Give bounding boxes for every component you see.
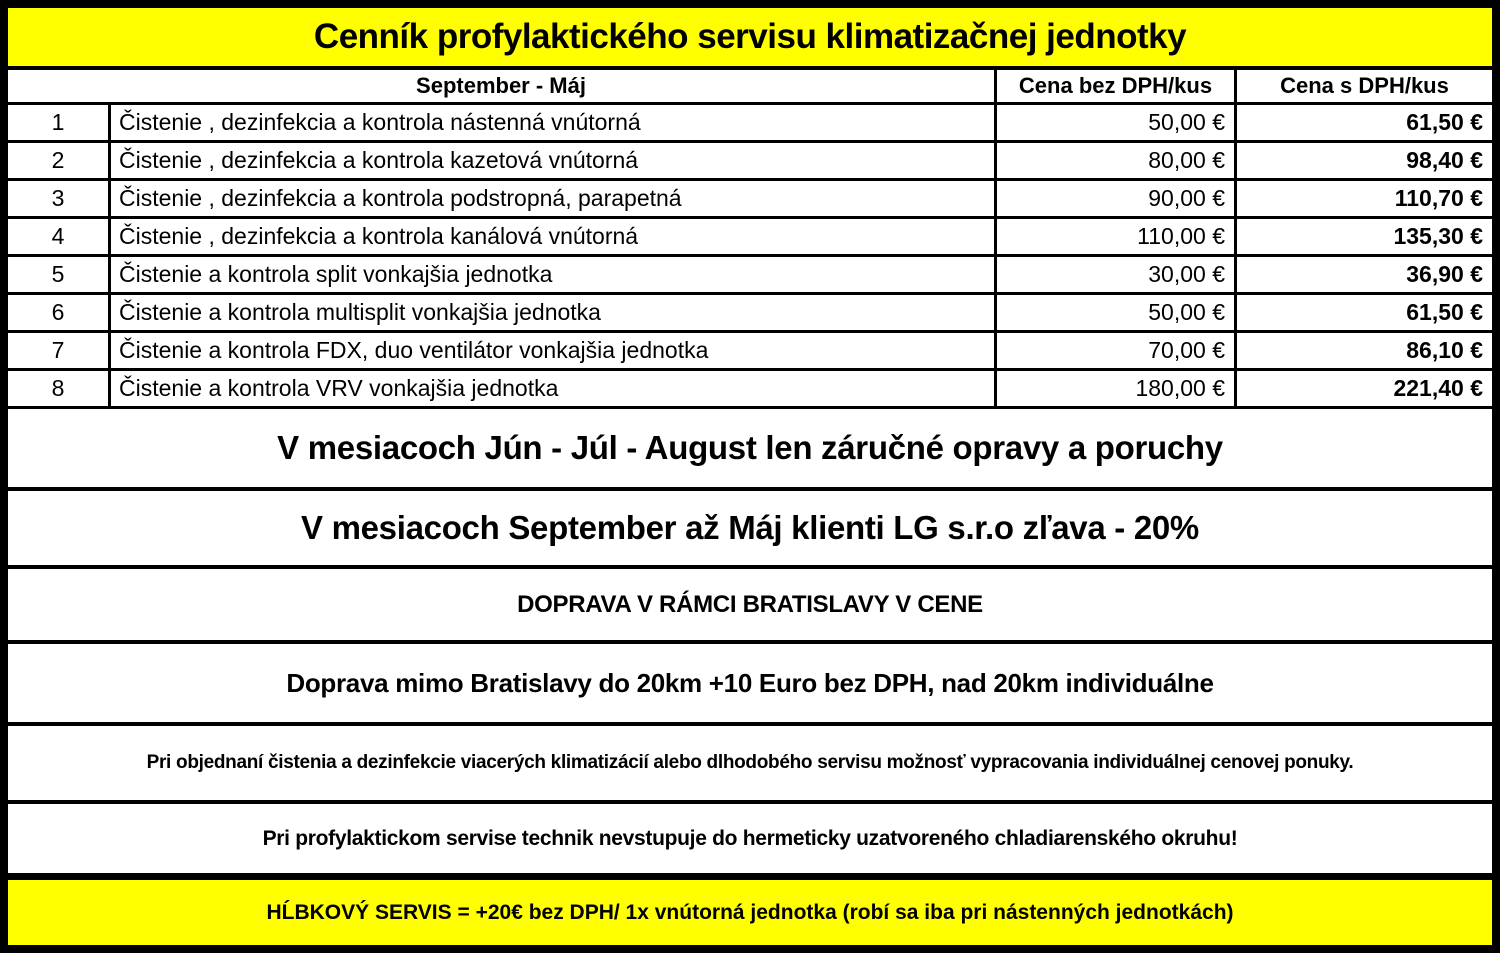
- row-number: 4: [51, 223, 65, 249]
- note-bulk-order-offer: Pri objednaní čistenia a dezinfekcie viacerých klimatizácií alebo dlhodobého servisu možnosť vypracovania individuálnej cenovej ponuky.: [8, 726, 1492, 804]
- price-incl-vat: 110,70 €: [1234, 181, 1492, 216]
- note-warranty-months: V mesiacoch Jún - Júl - August len záručné opravy a poruchy: [8, 409, 1492, 491]
- price-incl-vat: 36,90 €: [1234, 257, 1492, 292]
- price-excl-vat: 50,00 €: [994, 105, 1234, 140]
- row-number: 3: [51, 185, 65, 211]
- table-row: [8, 257, 1492, 295]
- note-transport-outside-city: Doprava mimo Bratislavy do 20km +10 Euro bez DPH, nad 20km individuálne: [8, 644, 1492, 726]
- service-description: Čistenie , dezinfekcia a kontrola kanálová vnútorná: [108, 219, 994, 254]
- row-number: 1: [51, 109, 65, 135]
- note-hermetic-circuit: Pri profylaktickom servise technik nevstupuje do hermeticky uzatvoreného chladiarenského okruhu!: [8, 804, 1492, 880]
- service-description: Čistenie , dezinfekcia a kontrola kazetová vnútorná: [108, 143, 994, 178]
- table-row: [8, 295, 1492, 333]
- note-client-discount: V mesiacoch September až Máj klienti LG s.r.o zľava - 20%: [8, 491, 1492, 569]
- row-number: 5: [51, 261, 65, 287]
- price-excl-vat: 110,00 €: [994, 219, 1234, 254]
- row-number: 6: [51, 299, 65, 325]
- service-description: Čistenie a kontrola multisplit vonkajšia jednotka: [108, 295, 994, 330]
- price-excl-vat: 80,00 €: [994, 143, 1234, 178]
- column-header-period: September - Máj: [416, 73, 586, 98]
- service-description: Čistenie , dezinfekcia a kontrola podstropná, parapetná: [108, 181, 994, 216]
- table-row: [8, 105, 1492, 143]
- page-title: Cenník profylaktického servisu klimatizačnej jednotky: [8, 8, 1492, 70]
- price-excl-vat: 90,00 €: [994, 181, 1234, 216]
- table-row: [8, 181, 1492, 219]
- price-excl-vat: 30,00 €: [994, 257, 1234, 292]
- price-incl-vat: 61,50 €: [1234, 105, 1492, 140]
- table-row: [8, 371, 1492, 409]
- price-incl-vat: 135,30 €: [1234, 219, 1492, 254]
- footer-deep-service: HĹBKOVÝ SERVIS = +20€ bez DPH/ 1x vnútorná jednotka (robí sa iba pri nástenných jednotkách): [8, 880, 1492, 945]
- price-incl-vat: 221,40 €: [1234, 371, 1492, 406]
- service-description: Čistenie a kontrola FDX, duo ventilátor vonkajšia jednotka: [108, 333, 994, 368]
- note-transport-included: DOPRAVA V RÁMCI BRATISLAVY V CENE: [8, 569, 1492, 644]
- table-row: [8, 333, 1492, 371]
- price-excl-vat: 50,00 €: [994, 295, 1234, 330]
- price-table-body: [8, 105, 1492, 409]
- price-excl-vat: 180,00 €: [994, 371, 1234, 406]
- row-number: 8: [51, 375, 65, 401]
- service-description: Čistenie a kontrola VRV vonkajšia jednotka: [108, 371, 994, 406]
- row-number: 2: [51, 147, 65, 173]
- price-incl-vat: 61,50 €: [1234, 295, 1492, 330]
- table-header-row: [8, 70, 1492, 105]
- price-incl-vat: 86,10 €: [1234, 333, 1492, 368]
- table-row: [8, 143, 1492, 181]
- price-excl-vat: 70,00 €: [994, 333, 1234, 368]
- service-description: Čistenie , dezinfekcia a kontrola nástenná vnútorná: [108, 105, 994, 140]
- column-header-price-incl-vat: Cena s DPH/kus: [1234, 70, 1492, 102]
- column-header-price-excl-vat: Cena bez DPH/kus: [994, 70, 1234, 102]
- table-row: [8, 219, 1492, 257]
- price-incl-vat: 98,40 €: [1234, 143, 1492, 178]
- service-description: Čistenie a kontrola split vonkajšia jednotka: [108, 257, 994, 292]
- row-number: 7: [51, 337, 65, 363]
